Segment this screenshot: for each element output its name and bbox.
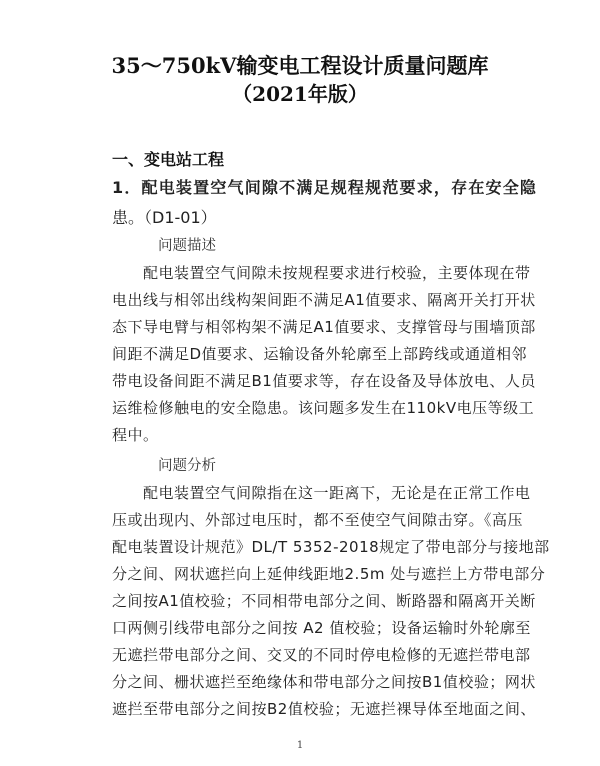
paragraph-line: 配电装置空气间隙指在这一距离下，无论是在正常工作电 [112, 484, 531, 502]
paragraph-line: 电出线与相邻出线构架间距不满足A1值要求、隔离开关打开状 [112, 291, 536, 309]
paragraph-line: 遮拦至带电部分之间按B2值校验；无遮拦裸导体至地面之间、 [112, 700, 536, 718]
paragraph-line: 之间按A1值校验；不同相带电部分之间、断路器和隔离开关断 [112, 592, 536, 610]
paragraph-line: 程中。 [112, 426, 159, 444]
paragraph-line: 分之间、栅状遮拦至绝缘体和带电部分之间按B1值校验；网状 [112, 673, 536, 691]
paragraph-line: 口两侧引线带电部分之间按 A2 值校验；设备运输时外轮廓至 [112, 619, 531, 637]
question-title-line-2: 患。（D1-01） [112, 208, 217, 227]
section-heading: 一、变电站工程 [112, 150, 225, 169]
paragraph-line: 间距不满足D值要求、运输设备外轮廓至上部跨线或通道相邻 [112, 345, 528, 363]
question-title-line-1: 1．配电装置空气间隙不满足规程规范要求，存在安全隐 [112, 178, 538, 197]
paragraph-line: 配电装置空气间隙未按规程要求进行校验，主要体现在带 [112, 264, 531, 282]
page-number: 1 [296, 740, 304, 751]
document-title: 35～750kV输变电工程设计质量问题库 [111, 53, 489, 78]
analysis-label: 问题分析 [158, 458, 216, 474]
paragraph-line: 带电设备间距不满足B1值要求等，存在设备及导体放电、人员 [112, 372, 536, 390]
paragraph-line: 运维检修触电的安全隐患。该问题多发生在110kV电压等级工 [112, 399, 535, 417]
description-label: 问题描述 [158, 238, 216, 254]
paragraph-line: 分之间、网状遮拦向上延伸线距地2.5m 处与遮拦上方带电部分 [112, 565, 546, 583]
paragraph-line: 无遮拦带电部分之间、交叉的不同时停电检修的无遮拦带电部 [112, 646, 531, 664]
paragraph-line: 压或出现内、外部过电压时，都不至使空气间隙击穿。《高压 [112, 511, 524, 529]
paragraph-line: 配电装置设计规范》DL/T 5352-2018规定了带电部分与接地部 [112, 538, 550, 556]
paragraph-line: 态下导电臂与相邻构架不满足A1值要求、支撑管母与围墙顶部 [112, 318, 536, 336]
document-edition: （2021年版） [232, 82, 368, 106]
